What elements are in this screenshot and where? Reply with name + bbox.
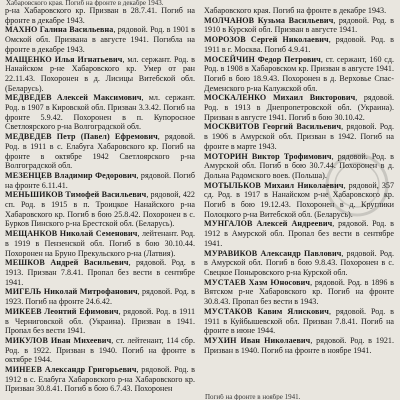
memorial-entry — [5, 93, 195, 132]
entry-text: , рядовой. Род. в Амурской обл. Погиб в бою 30.7.44. Похоронен в д. Дольна Радомского воев. (Польша). — [204, 151, 394, 180]
entry-name: МЕЩАНКОВ Николай Семенович — [5, 229, 138, 239]
entry-name: МЕДВЕДЕВ Петр (Павел) Ефремович — [5, 132, 158, 142]
memorial-entry — [204, 35, 394, 54]
entry-text: , рядовой. Род. в 1911 в Черниговской обл. (Украина). Призван в 1941. Пропал без вести 1941. — [5, 306, 195, 336]
entry-name: МУСТАЕВ Хазм Юносович — [204, 277, 311, 287]
entry-text: , рядовой. Род. в Амурской обл. Погиб в бою 9.8.43. Похоронен в с. Свецкое Поныровского р-на Курской обл. — [204, 248, 394, 277]
entry-name: МИГЕЛЬ Николай Митрофанович — [5, 287, 138, 297]
entry-text: , рядовой. Погиб на фронте 6.11.41. — [5, 170, 195, 190]
memorial-entry — [204, 55, 394, 94]
entry-name: МЕНЬШИКОВ Тимофей Васильевич — [5, 190, 147, 200]
memorial-entry — [5, 171, 195, 190]
entry-text: , рядовой. Род. в 1896 в Вятском р-не Хабаровского кр. Погиб на фронте 30.8.43. Пропал без вести в 1943. — [204, 277, 394, 307]
entry-name: МУРАВИКОВ Александр Павлович — [204, 248, 342, 258]
entry-text: , мл. сержант. Род. в 1907 в Кировской обл. Призван 3.3.42. Погиб на фронте 5.9.42. Похоронен в п. Купоросное Светлоярского р-на Волгоградской обл. — [5, 93, 195, 132]
entry-name: МИКУЛОВ Иван Михеевич — [5, 335, 112, 345]
right-column — [204, 6, 394, 394]
memorial-entry — [5, 365, 195, 394]
entry-text: , рядовой. Род. в 1911 в с. Елабуга Хабаровского кр. Погиб на фронте в октябре 1942 Светлоярского р-на Волгоградской обл. — [5, 132, 195, 171]
entry-name: МОТЫЛЬКОВ Михаил Николаевич — [204, 180, 344, 190]
memorial-entry — [5, 6, 195, 25]
entry-text: , рядовой. Род. в 1913. Призван 7.8.41. Пропал без вести в сентябре 1941. — [5, 258, 195, 287]
entry-text: , рядовой. Род. в 1912 в с. Елабуга Хабаровского р-на Хабаровского кр. Призван 30.8.41. Погиб в бою 6.7.43. Похоронен — [5, 365, 195, 394]
entry-text: , рядовой, 422 сп. Род. в 1915 в п. Троицкое Нанайского р-на Хабаровского кр. Погиб в бою 25.8.42. Похоронен в с. Бурков Пинского р-на Брестской обл. (Беларусь). — [5, 190, 195, 229]
memorial-entry — [204, 152, 394, 181]
columns — [5, 6, 397, 394]
bottom-cut-text: Погиб на фронте в ноябре 1941. — [205, 394, 301, 400]
entry-text: , мл. сержант. Род. в Нанайском р-не Хабаровского кр. Умер от ран 22.11.43. Похоронен в д. Лисицы Витебской обл. (Беларусь). — [5, 54, 195, 93]
entry-name: МЕДВЕДЕВ Алексей Максимович — [5, 93, 142, 103]
memorial-entry — [204, 93, 394, 122]
memorial-entry — [5, 132, 195, 171]
entry-name: МОРОЗОВ Сергей Николаевич — [204, 35, 329, 45]
entry-name: МЕШКОВ Андрей Васильевич — [5, 258, 129, 268]
entry-text: , ст. сержант, 160 сд. Род. в 1908 в Хабаровском кр. Призван в августе 1941. Погиб в бою 18.9.43. Похоронен в д. Верховье Спас-Деменского р-на Калужской обл. — [204, 54, 394, 93]
entry-name: МОЛЧАНОВ Кузьма Васильевич — [204, 15, 334, 25]
memorial-entry — [204, 278, 394, 307]
left-column — [5, 6, 195, 394]
entry-text: , рядовой. Род. в 1901 в Омской обл. Призвана в августе 1941. Погибла на фронте в декабре 1943. — [5, 25, 195, 54]
entry-text: , рядовой. Род. в 1921. Призван в 1940. Погиб на фронте в ноябре 1941. — [204, 335, 394, 355]
entry-name: МОТОРИН Виктор Трофимович — [204, 151, 332, 161]
memorial-entry — [5, 25, 195, 54]
entry-text: , рядовой. Род. в 1911 в г. Москва. Погиб 4.9.41. — [204, 35, 394, 54]
entry-name: МАЩЕНКО Илья Игнатьевич — [5, 54, 123, 64]
memorial-entry — [5, 336, 195, 365]
entry-name: МУСТАКОВ Кавим Ялискович — [204, 306, 329, 316]
memorial-entry — [204, 336, 394, 355]
entry-text: , рядовой. Род. в 1910 в Курской обл. Призван в августе 1941. — [204, 15, 394, 35]
entry-name: МОСЕЙЧИН Федор Петрович — [204, 54, 321, 64]
entry-text: , рядовой. Род. в 1911 в Куйбышевской обл. Призван 7.8.41. Погиб на фронте в июне 1944. — [204, 306, 394, 336]
entry-text: , ст. лейтенант, 114 сбр. Род. в 1922. Призван в 1940. Погиб на фронте в октябре 1944. — [5, 335, 195, 365]
memorial-entry — [204, 16, 394, 35]
entry-text: р-на Хабаровского кр. Призван в 28.7.41. Погиб на фронте в декабре 1943. — [5, 6, 195, 25]
entry-name: МУХИН Иван Николаевич — [204, 335, 311, 345]
memorial-entry — [5, 258, 195, 287]
entry-name: МОСКАЛЕНКО Михаил Викторович — [204, 93, 356, 103]
entry-name: МУНГАЛОВ Алексей Андреевич — [204, 219, 333, 229]
entry-text: , рядовой, 357 сд. Род. в 1917 в Нанайском р-не Хабаровского кр. Погиб в бою 19.12.43. Похоронен в д. Круглики Полоцкого р-на Витебской обл. (Беларусь). — [204, 180, 394, 219]
memorial-entry — [204, 122, 394, 151]
entry-text: , рядовой. Род. в 1923. Погиб на фронте 24.6.42. — [5, 287, 195, 307]
memorial-entry — [5, 190, 195, 229]
memorial-entry — [5, 55, 195, 94]
memorial-entry — [204, 249, 394, 278]
entry-name: МИКЕЕВ Леонтий Ефимович — [5, 306, 119, 316]
entry-name: МОСКВИТОВ Георгий Васильевич — [204, 122, 342, 132]
memorial-entry — [204, 181, 394, 220]
entry-text: , лейтенант. Род. в 1919 в Пензенской обл. Погиб в бою 30.10.44. Похоронен на Бруно Прекульского р-на (Латвия). — [5, 229, 195, 258]
memorial-entry — [5, 229, 195, 258]
entry-text: Хабаровского края. Погиб на фронте в декабре 1943. — [204, 6, 387, 15]
memorial-entry — [204, 219, 394, 248]
memorial-entry — [204, 307, 394, 336]
entry-text: , рядовой. Род. в 1913 в Днепропетровской обл. (Украина). Призван в августе 1941. Погиб в бою 30.10.42. — [204, 93, 394, 122]
entry-name: МЕЗЕНЦЕВ Владимир Федорович — [5, 170, 137, 180]
memorial-entry — [5, 307, 195, 336]
entry-name: МАХНО Галина Васильевна — [5, 25, 114, 35]
memorial-entry — [204, 6, 394, 16]
entry-text: , рядовой. Род. в 1912 в Амурской обл. Пропал без вести в сентябре 1941. — [204, 219, 394, 248]
top-cut-text: Хабаровского края. Погиб на фронте в декабре 1943. — [6, 0, 164, 6]
entry-text: , рядовой. Род. в 1906 в Амурской обл. Призван в 1942. Погиб на фронте в марте 1943. — [204, 122, 394, 151]
memorial-entry — [5, 287, 195, 306]
entry-name: МИНЕЕВ Александр Григорьевич — [5, 365, 137, 375]
